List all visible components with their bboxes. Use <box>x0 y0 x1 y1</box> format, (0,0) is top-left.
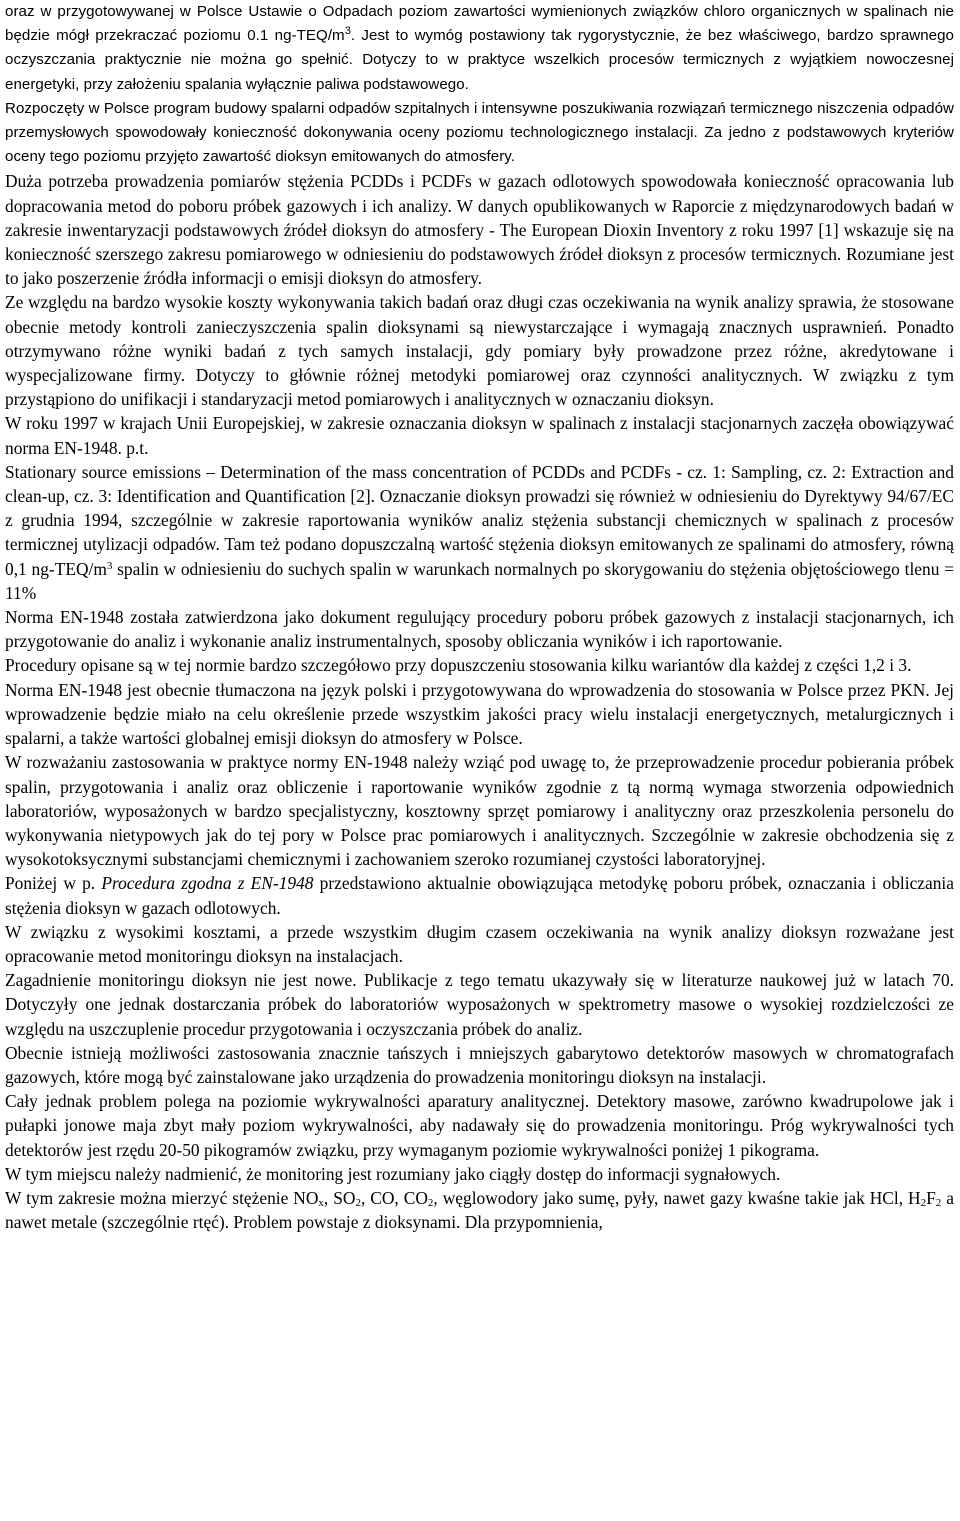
paragraph-procedures: Procedury opisane są w tej normie bardzo szczegółowo przy dopuszczeniu stosowania kilku wariantów dla każdej z części 1,2 i 3. <box>5 655 912 676</box>
paragraph-monitoring-history: Zagadnienie monitoringu dioksyn nie jest nowe. Publikacje z tego tematu ukazywały się w literaturze naukowej już w latach 70. Dotyczyły one jednak dostarczania próbek do laboratoriów wyposażonych w spektrometry masowe o wysokiej rozdzielczości ze względu na uszczuplenie procedur przygotowania i oczyszczania próbek do analiz. <box>5 970 954 1039</box>
subscript: 2 <box>920 1197 927 1210</box>
text-segment: przedstawiono aktualnie obowiązująca metodykę poboru próbek, oznaczania i obliczania stężenia dioksyn w gazach odlotowych. <box>5 873 954 918</box>
subscript: 2 <box>935 1197 942 1210</box>
text-segment: , SO <box>323 1187 356 1208</box>
text-segment: W tym zakresie można mierzyć stężenie NO <box>5 1187 319 1208</box>
text-segment: , CO, CO <box>360 1187 428 1208</box>
text-segment: . Jest to wymóg postawiony tak rygorystycznie, że bez właściwego, bardzo sprawnego oczyszczania praktycznie nie można go spełnić. Dotyczy to w praktyce wszelkich procesów termicznych z wyjątkiem nowoczesnej energetyki, przy założeniu spalania wyłącznie paliwa podstawowego. <box>5 27 954 93</box>
subscript: 2 <box>427 1197 434 1210</box>
text-segment: , węglowodory jako sumę, pyły, nawet gazy kwaśne takie jak HCl, H <box>433 1187 921 1208</box>
text-segment: a nawet metale (szczególnie rtęć). Problem powstaje z dioksynami. Dla przypomnienia, <box>5 1187 954 1233</box>
subscript: x <box>318 1197 324 1210</box>
text-segment: oraz w przygotowywanej w Polsce Ustawie o Odpadach poziom zawartości wymienionych związków chloro organicznych w spalinach nie będzie mógł przekraczać poziomu 0.1 ng-TEQ/m <box>5 3 954 45</box>
text-segment: Poniżej w p. <box>5 873 102 894</box>
text-segment: Stationary source emissions – Determination of the mass concentration of PCDDs and PCDFs - cz. 1: Sampling, cz. 2: Extraction and clean-up, cz. 3: Identification and Quantification [2]. Oznaczanie dioksyn prowadzi się również w odniesieniu do Dyrektywy 94/67/EC z grudnia 1994, szczególnie w zakresie raportowania wyników analiz stężenia substancji chemicznych w spalinach z procesów termicznej utylizacji odpadów. Tam też podano dopuszczalną wartość stężenia dioksyn emitowanych ze spalinami do atmosfery, równą 0,1 ng-TEQ/m <box>5 461 954 579</box>
italic-reference: Procedura zgodna z EN-1948 <box>101 873 314 894</box>
superscript: 3 <box>106 559 113 572</box>
paragraph-translation: Norma EN-1948 jest obecnie tłumaczona na język polski i przygotowywana do wprowadzenia do stosowania w Polsce przez PKN. Jej wprowadzenie będzie miało na celu określenie przede wszystkim jakości pracy wielu instalacji energetycznych, metalurgicznych i spalarni, a także wartości globalnej emisji dioksyn do atmosfery w Polsce. <box>5 679 954 749</box>
paragraph-procedure-ref <box>5 871 954 919</box>
paragraph-en1948-adoption: W roku 1997 w krajach Unii Europejskiej, w zakresie oznaczania dioksyn w spalinach z instalacji stacjonarnych zaczęła obowiązywać norma EN-1948. p.t. <box>5 413 954 458</box>
paragraph-program: Rozpoczęty w Polsce program budowy spalarni odpadów szpitalnych i intensywne poszukiwania rozwiązań termicznego niszczenia odpadów przemysłowych spowodowały konieczność dokonywania oceny poziomu technologicznego instalacji. Za jedno z podstawowych kryteriów oceny tego poziomu przyjęto zawartość dioksyn emitowanych do atmosfery. <box>5 99 954 166</box>
text-segment: F <box>926 1187 936 1208</box>
paragraph-norm-approved: Norma EN-1948 została zatwierdzona jako dokument regulujący procedury poboru próbek gazowych z instalacji stacjonarnych, ich przygotowanie do analiz i wykonanie analiz instrumentalnych, sposoby obliczania wyników i ich raportowanie. <box>5 607 954 652</box>
paragraph-intro <box>5 0 954 97</box>
text-segment: spalin w odniesieniu do suchych spalin w warunkach normalnych po skorygowaniu do stężenia objętościowego tlenu = 11% <box>5 558 955 603</box>
paragraph-detectors: Obecnie istnieją możliwości zastosowania znacznie tańszych i mniejszych gabarytowo detektorów masowych w chromatografach gazowych, które mogą być zainstalowane jako urządzenia do prowadzenia monitoringu dioksyn na instalacji. <box>5 1042 954 1087</box>
paragraph-measurement-need: Duża potrzeba prowadzenia pomiarów stężenia PCDDs i PCDFs w gazach odlotowych spowodowała konieczność opracowania lub dopracowania metod do poboru próbek gazowych i ich analizy. W danych opublikowanych w Raporcie z międzynarodowych badań w zakresie inwentaryzacji podstawowych źródeł dioksyn do atmosfery - The European Dioxin Inventory z roku 1997 [1] wskazuje się na konieczność szerszego zakresu pomiarowego w odniesieniu do podstawowych źródeł dioksyn z procesów termicznych. Rozumiane jest to jako poszerzenie źródła informacji o emisji dioksyn do atmosfery. <box>5 171 954 289</box>
paragraph-monitoring-methods: W związku z wysokimi kosztami, a przede wszystkim długim czasem oczekiwania na wynik analizy dioksyn rozważane jest opracowanie metod monitoringu dioksyn na instalacjach. <box>5 921 954 966</box>
paragraph-practice: W rozważaniu zastosowania w praktyce normy EN-1948 należy wziąć pod uwagę to, że przeprowadzenie procedur pobierania próbek spalin, przygotowania i analiz oraz obliczenie i raportowanie wyników zgodnie z tą normą wymaga stworzenia odpowiednich laboratoriów, wyposażonych w bardzo specjalistyczny, kosztowny sprzęt pomiarowy i analityczny oraz przeszkolenia personelu do wykonywania nietypowych jak do tej pory w Polsce prac pomiarowych i analitycznych. Szczególnie w zakresie obchodzenia się z wysokotoksycznymi substancjami chemicznymi i zachowaniem szeroko rozumianej czystości laboratoryjnej. <box>5 752 954 870</box>
paragraph-costs: Ze względu na bardzo wysokie koszty wykonywania takich badań oraz długi czas oczekiwania na wynik analizy sprawia, że stosowane obecnie metody kontroli zanieczyszczenia spalin dioksynami są niewystarczające i wymagają znacznych usprawnień. Ponadto otrzymywano różne wyniki badań z tych samych instalacji, gdy pomiary były prowadzone przez różne, akredytowane i wyspecjalizowane firmy. Dotyczy to głównie różnej metodyki pomiarowej oraz czynności analitycznych. W związku z tym przystąpiono do unifikacji i standaryzacji metod pomiarowych i analitycznych w oznaczaniu dioksyn. <box>5 292 954 410</box>
paragraph-measured-gases <box>5 1186 954 1234</box>
superscript: 3 <box>344 25 351 38</box>
paragraph-monitoring-definition: W tym miejscu należy nadmienić, że monitoring jest rozumiany jako ciągły dostęp do informacji sygnałowych. <box>5 1163 781 1184</box>
paragraph-stationary-source <box>5 460 954 605</box>
paragraph-detection-limit: Cały jednak problem polega na poziomie wykrywalności aparatury analitycznej. Detektory masowe, zarówno kwadrupolowe jak i pułapki jonowe maja zbyt mały poziom wykrywalności, aby nadawały się do prowadzenia monitoringu. Próg wykrywalności tych detektorów jest rzędu 20-50 pikogramów związku, przy wymaganym poziomie wykrywalności poniżej 1 pikograma. <box>5 1091 954 1160</box>
subscript: 2 <box>355 1197 361 1210</box>
